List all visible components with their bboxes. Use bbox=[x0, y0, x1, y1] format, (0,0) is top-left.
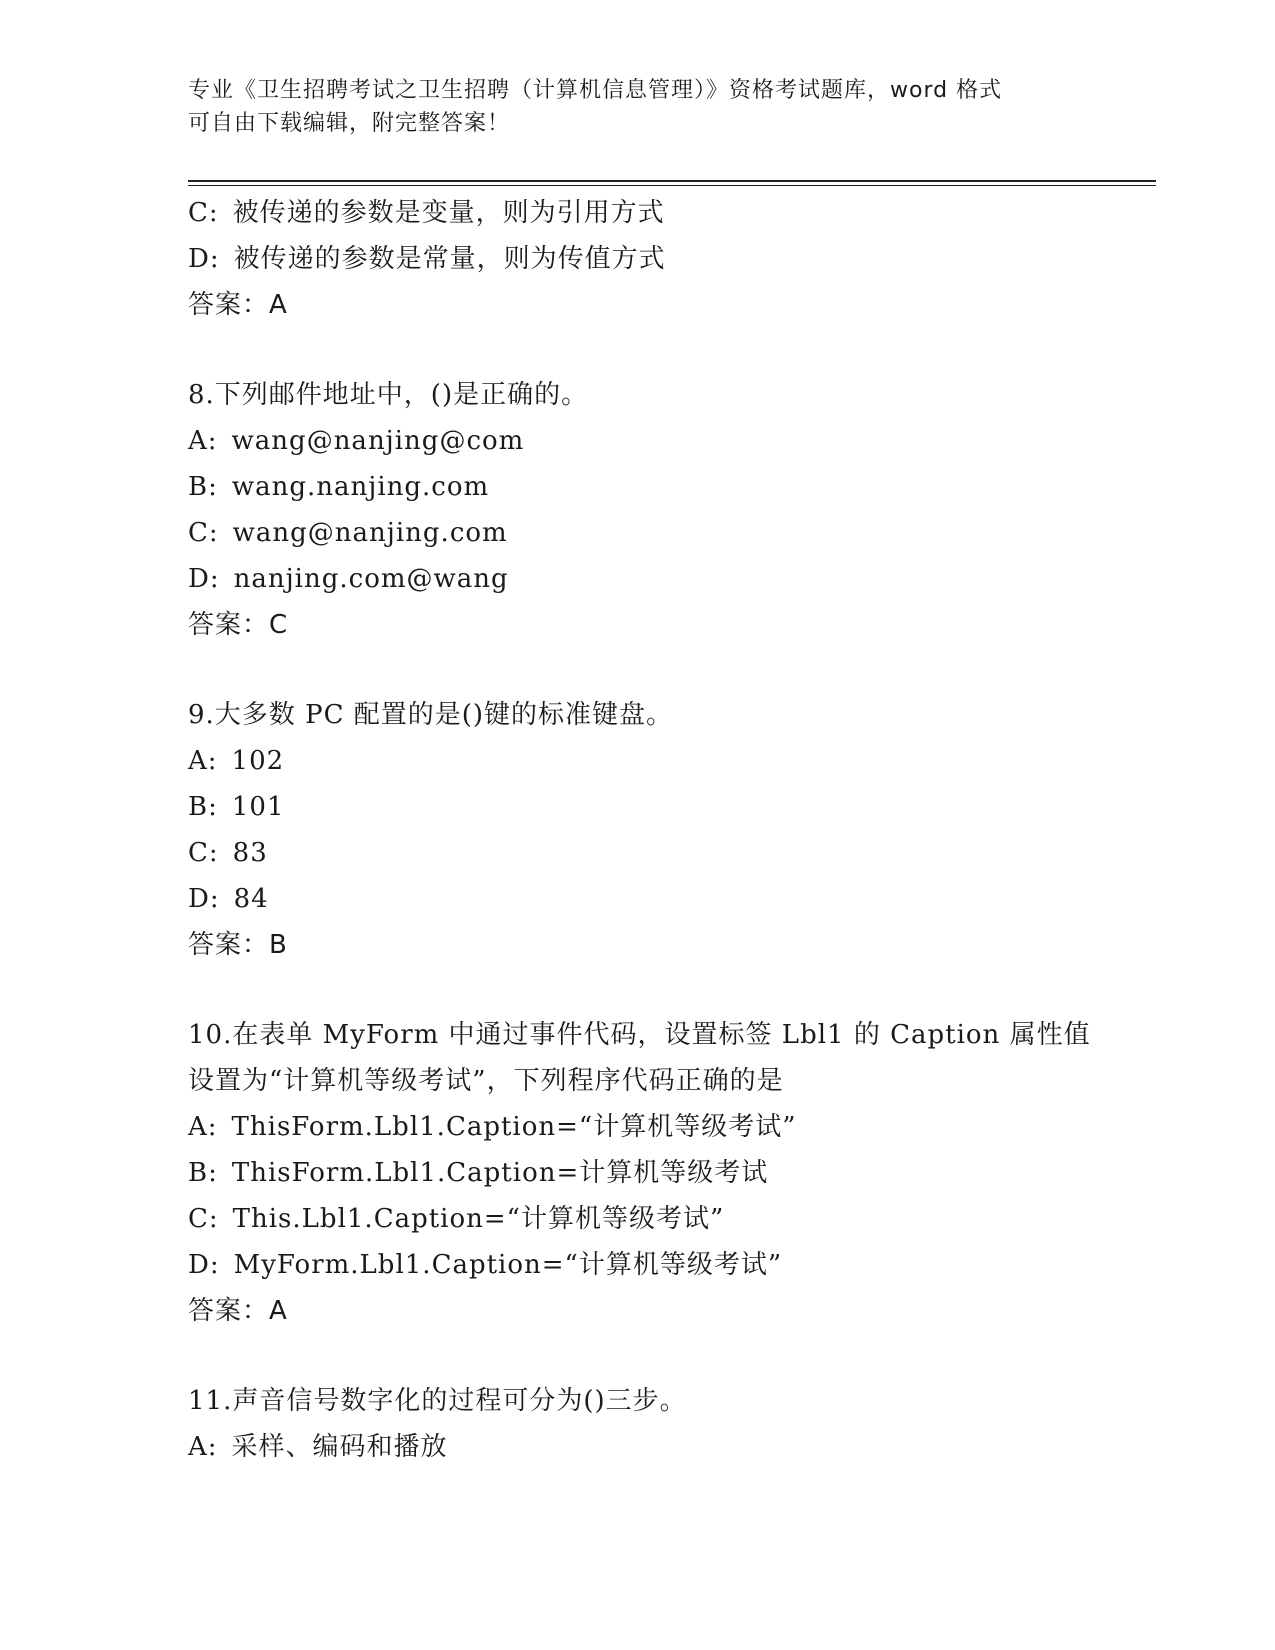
option-d: D: 84 bbox=[188, 884, 269, 914]
option-a: A: ThisForm.Lbl1.Caption=“计算机等级考试” bbox=[188, 1112, 797, 1142]
question-list bbox=[188, 190, 1148, 1470]
option-c: C: wang@nanjing.com bbox=[188, 518, 508, 548]
option-d: D: MyForm.Lbl1.Caption=“计算机等级考试” bbox=[188, 1250, 783, 1280]
option-d: D: 被传递的参数是常量，则为传值方式 bbox=[188, 244, 666, 274]
option-c: C: 被传递的参数是变量，则为引用方式 bbox=[188, 198, 665, 228]
option-c: C: This.Lbl1.Caption=“计算机等级考试” bbox=[188, 1204, 725, 1234]
question-9 bbox=[188, 692, 1148, 968]
option-b: B: ThisForm.Lbl1.Caption=计算机等级考试 bbox=[188, 1158, 769, 1188]
document-header bbox=[188, 74, 1088, 140]
question-11 bbox=[188, 1378, 1148, 1470]
question-stem: 11.声音信号数字化的过程可分为()三步。 bbox=[188, 1386, 687, 1416]
question-stem-line-2: 设置为“计算机等级考试”，下列程序代码正确的是 bbox=[188, 1066, 784, 1096]
header-line-1: 专业《卫生招聘考试之卫生招聘（计算机信息管理）》资格考试题库，word 格式 bbox=[188, 78, 1003, 103]
question-8 bbox=[188, 372, 1148, 648]
option-b: B: 101 bbox=[188, 792, 285, 822]
question-fragment bbox=[188, 190, 1148, 328]
option-a: A: 102 bbox=[188, 746, 285, 776]
question-stem: 9.大多数 PC 配置的是()键的标准键盘。 bbox=[188, 700, 674, 730]
answer-line: 答案：C bbox=[188, 610, 289, 640]
option-d: D: nanjing.com@wang bbox=[188, 564, 509, 594]
option-c: C: 83 bbox=[188, 838, 268, 868]
question-10 bbox=[188, 1012, 1148, 1334]
answer-line: 答案：B bbox=[188, 930, 288, 960]
question-stem-line-1: 10.在表单 MyForm 中通过事件代码，设置标签 Lbl1 的 Caption 属性值 bbox=[188, 1020, 1091, 1050]
option-b: B: wang.nanjing.com bbox=[188, 472, 490, 502]
option-a: A: wang@nanjing@com bbox=[188, 426, 525, 456]
header-line-2: 可自由下载编辑，附完整答案！ bbox=[188, 111, 511, 136]
header-rule-thick bbox=[188, 180, 1156, 182]
header-rule-thin bbox=[188, 185, 1156, 186]
question-stem: 8.下列邮件地址中，()是正确的。 bbox=[188, 380, 589, 410]
option-a: A: 采样、编码和播放 bbox=[188, 1432, 448, 1462]
answer-line: 答案：A bbox=[188, 290, 288, 320]
answer-line: 答案：A bbox=[188, 1296, 288, 1326]
